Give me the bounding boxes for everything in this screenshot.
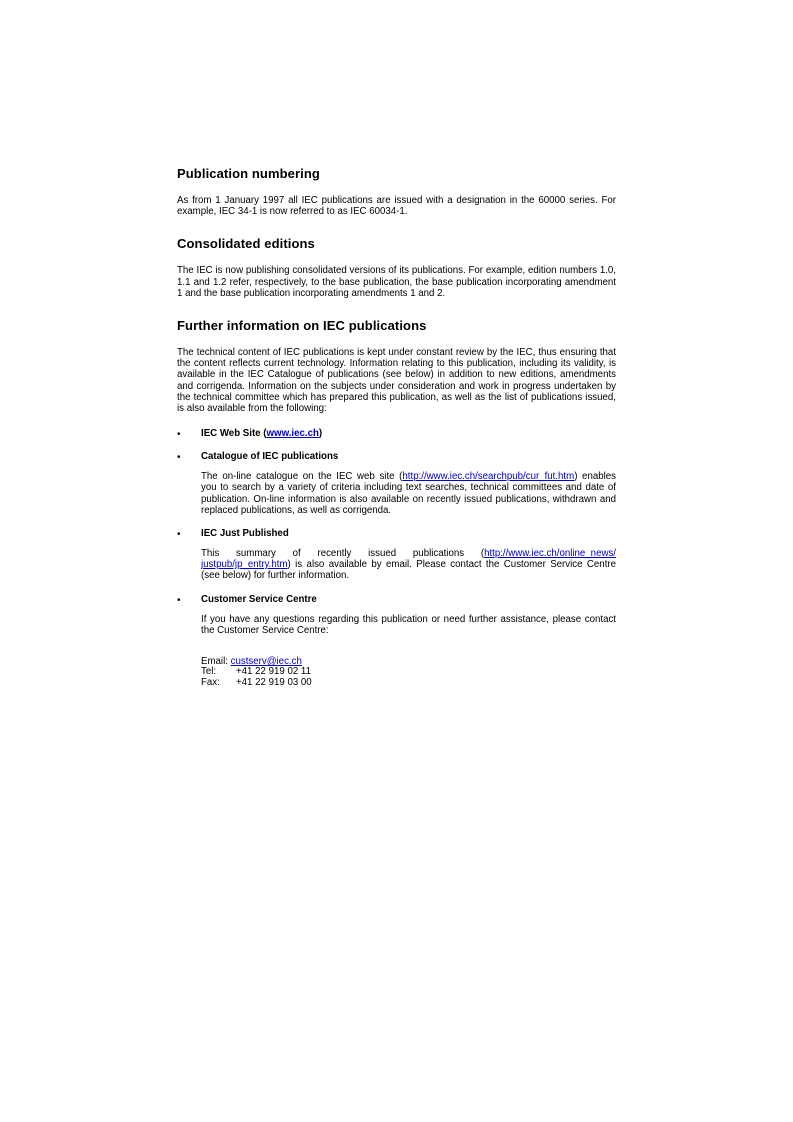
email-link[interactable]: custserv@iec.ch [230, 656, 302, 668]
catalogue-title: Catalogue of IEC publications [201, 451, 339, 463]
tel-label: Tel: [201, 666, 217, 678]
list-item-just-published [177, 528, 616, 582]
just-published-text-before: This summary of recently issued publications ( [201, 548, 485, 560]
section-heading: Consolidated editions [177, 236, 315, 252]
just-published-text-after: ) is also available by email. Please contact the Customer Service Centre (see below) for further information. [201, 559, 616, 582]
section-body: The IEC is now publishing consolidated versions of its publications. For example, edition numbers 1.0, 1.1 and 1.2 refer, respectively, to the base publication, the base publication incorporating amendment 1 and the base publication incorporating amendments 1 and 2. [177, 265, 616, 299]
email-label: Email: [201, 656, 228, 668]
contact-fax-row [201, 678, 616, 688]
iec-web-site-link[interactable]: www.iec.ch [266, 428, 319, 440]
tel-value: +41 22 919 02 11 [236, 666, 311, 678]
bullet-marker: • [177, 452, 181, 464]
bullet-marker: • [177, 594, 181, 606]
list-item-customer-service [177, 594, 616, 636]
catalogue-text-after: ) enables you to search by a variety of criteria including text searches, technical committees and date of publication. On-line information is also available on recently issued publications, withdrawn and replaced publications, as well as corrigenda. [201, 471, 616, 516]
catalogue-text [201, 471, 616, 516]
information-sources-list [177, 428, 616, 636]
bullet-marker: • [177, 429, 181, 441]
just-published-title: IEC Just Published [201, 528, 289, 540]
bullet-marker: • [177, 529, 181, 541]
web-site-title [201, 428, 616, 439]
just-published-text [201, 548, 616, 582]
fax-value: +41 22 919 03 00 [236, 676, 312, 688]
web-site-title-suffix: ) [318, 428, 323, 440]
section-further-information [177, 318, 616, 414]
just-published-link[interactable]: http://www.iec.ch/online_news/ justpub/jp_entry.htm [201, 548, 616, 571]
section-heading: Publication numbering [177, 166, 320, 181]
list-item-catalogue [177, 451, 616, 516]
contact-details [177, 657, 616, 688]
customer-service-text: If you have any questions regarding this publication or need further assistance, please contact the Customer Service Centre: [201, 613, 616, 636]
section-publication-numbering [177, 166, 616, 217]
list-item-web-site [177, 428, 616, 439]
section-consolidated-editions [177, 236, 616, 299]
customer-service-title: Customer Service Centre [201, 593, 317, 605]
section-body: The technical content of IEC publications is kept under constant review by the IEC, thus ensuring that the content reflects current technology. Information relating to this publication, including its validity, is available in the IEC Catalogue of publications (see below) in addition to new editions, amendments and corrigenda. Information on the subjects under consideration and work in progress undertaken by the technical committee which has prepared this publication, as well as the list of publications issued, is also available from the following: [177, 347, 616, 415]
catalogue-link[interactable]: http://www.iec.ch/searchpub/cur_fut.htm [402, 471, 575, 483]
document-page [177, 166, 616, 688]
catalogue-text-before: The on-line catalogue on the IEC web site ( [201, 471, 403, 483]
web-site-title-prefix: IEC Web Site ( [201, 428, 267, 440]
section-body: As from 1 January 1997 all IEC publications are issued with a designation in the 60000 series. For example, IEC 34-1 is now referred to as IEC 60034-1. [177, 195, 616, 218]
section-heading: Further information on IEC publications [177, 318, 427, 334]
fax-label: Fax: [201, 676, 220, 688]
